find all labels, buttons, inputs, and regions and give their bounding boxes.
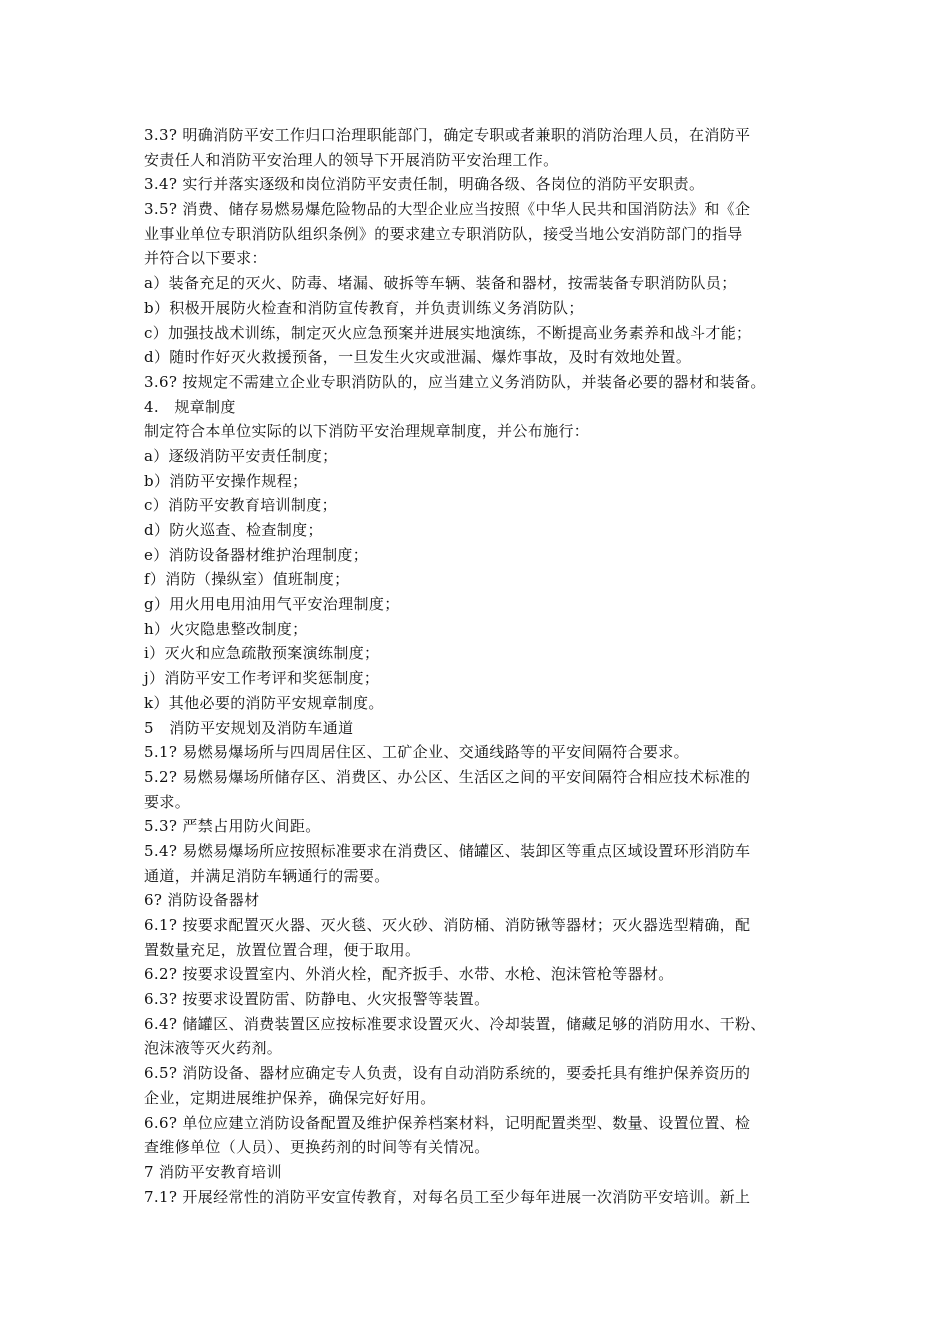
text-line: 5.2? 易燃易爆场所储存区、消费区、办公区、生活区之间的平安间隔符合相应技术标准的 — [144, 767, 751, 786]
text-line: 3.3? 明确消防平安工作归口治理职能部门，确定专职或者兼职的消防治理人员，在消防平 — [144, 126, 751, 144]
list-item: d）随时作好灭火救援预备，一旦发生火灾或泄漏、爆炸事故，及时有效地处置。 — [144, 348, 692, 367]
text-line: 制定符合本单位实际的以下消防平安治理规章制度，并公布施行： — [144, 422, 590, 441]
text-line: 企业，定期进展维护保养，确保完好好用。 — [144, 1088, 436, 1107]
text-line: 6.1? 按要求配置灭火器、灭火毯、灭火砂、消防桶、消防锹等器材；灭火器选型精确，配 — [144, 916, 751, 934]
section-heading: 4. 规章制度 — [144, 397, 236, 416]
text-line: 业事业单位专职消防队组织条例》的要求建立专职消防队，接受当地公安消防部门的指导 — [144, 224, 743, 243]
text-line: 3.4? 实行并落实逐级和岗位消防平安责任制，明确各级、各岗位的消防平安职责。 — [144, 175, 705, 194]
list-item: b）消防平安操作规程； — [144, 471, 308, 490]
list-item: b）积极开展防火检查和消防宣传教育，并负责训练义务消防队； — [144, 298, 584, 317]
list-item: c）消防平安教育培训制度； — [144, 496, 337, 515]
list-item: c）加强技战术训练，制定灭火应急预案并进展实地演练，不断提高业务素养和战斗才能； — [144, 323, 752, 342]
list-item: f）消防（操纵室）值班制度； — [144, 570, 350, 589]
text-line: 5.1? 易燃易爆场所与四周居住区、工矿企业、交通线路等的平安间隔符合要求。 — [144, 743, 689, 762]
list-item: j）消防平安工作考评和奖惩制度； — [144, 669, 380, 688]
text-line: 通道，并满足消防车辆通行的需要。 — [144, 866, 390, 885]
list-item: h）火灾隐患整改制度； — [144, 619, 308, 638]
section-heading: 6? 消防设备器材 — [144, 891, 260, 910]
section-heading: 5 消防平安规划及消防车通道 — [144, 718, 354, 737]
text-line: 6.2? 按要求设置室内、外消火栓，配齐扳手、水带、水枪、泡沫管枪等器材。 — [144, 965, 674, 984]
text-line: 6.4? 储罐区、消费装置区应按标准要求设置灭火、冷却装置，储藏足够的消防用水、干粉、 — [144, 1014, 766, 1033]
list-item: g）用火用电用油用气平安治理制度； — [144, 595, 400, 614]
list-item: d）防火巡查、检查制度； — [144, 521, 323, 539]
text-line: 6.6? 单位应建立消防设备配置及维护保养档案材料，记明配置类型、数量、设置位置、检 — [144, 1113, 751, 1132]
text-line: 7.1? 开展经常性的消防平安宣传教育，对每名员工至少每年进展一次消防平安培训。新上 — [144, 1187, 751, 1206]
text-line: 安责任人和消防平安治理人的领导下开展消防平安治理工作。 — [144, 150, 559, 169]
list-item: e）消防设备器材维护治理制度； — [144, 545, 369, 564]
list-item: a）装备充足的灭火、防毒、堵漏、破拆等车辆、装备和器材，按需装备专职消防队员； — [144, 274, 737, 293]
text-line: 置数量充足，放置位置合理，便于取用。 — [144, 940, 421, 959]
text-line: 5.3? 严禁占用防火间距。 — [144, 817, 321, 836]
text-line: 3.5? 消费、储存易燃易爆危险物品的大型企业应当按照《中华人民共和国消防法》和《企 — [144, 200, 751, 219]
text-line: 查维修单位（人员）、更换药剂的时间等有关情况。 — [144, 1138, 490, 1157]
text-line: 要求。 — [144, 792, 191, 811]
text-line: 泡沫液等灭火药剂。 — [144, 1039, 283, 1058]
list-item: i）灭火和应急疏散预案演练制度； — [144, 644, 380, 663]
list-item: k）其他必要的消防平安规章制度。 — [144, 693, 384, 712]
text-line: 5.4? 易燃易爆场所应按照标准要求在消费区、储罐区、装卸区等重点区域设置环形消防车 — [144, 841, 751, 860]
section-heading: 7 消防平安教育培训 — [144, 1162, 282, 1181]
list-item: a）逐级消防平安责任制度； — [144, 446, 338, 465]
text-line: 6.5? 消防设备、器材应确定专人负责，设有自动消防系统的，要委托具有维护保养资历的 — [144, 1064, 751, 1083]
text-line: 6.3? 按要求设置防雷、防静电、火灾报警等装置。 — [144, 990, 490, 1009]
text-line: 并符合以下要求： — [144, 249, 267, 268]
document-page — [144, 123, 824, 1209]
text-line: 3.6? 按规定不需建立企业专职消防队的，应当建立义务消防队，并装备必要的器材和装备。 — [144, 372, 766, 391]
